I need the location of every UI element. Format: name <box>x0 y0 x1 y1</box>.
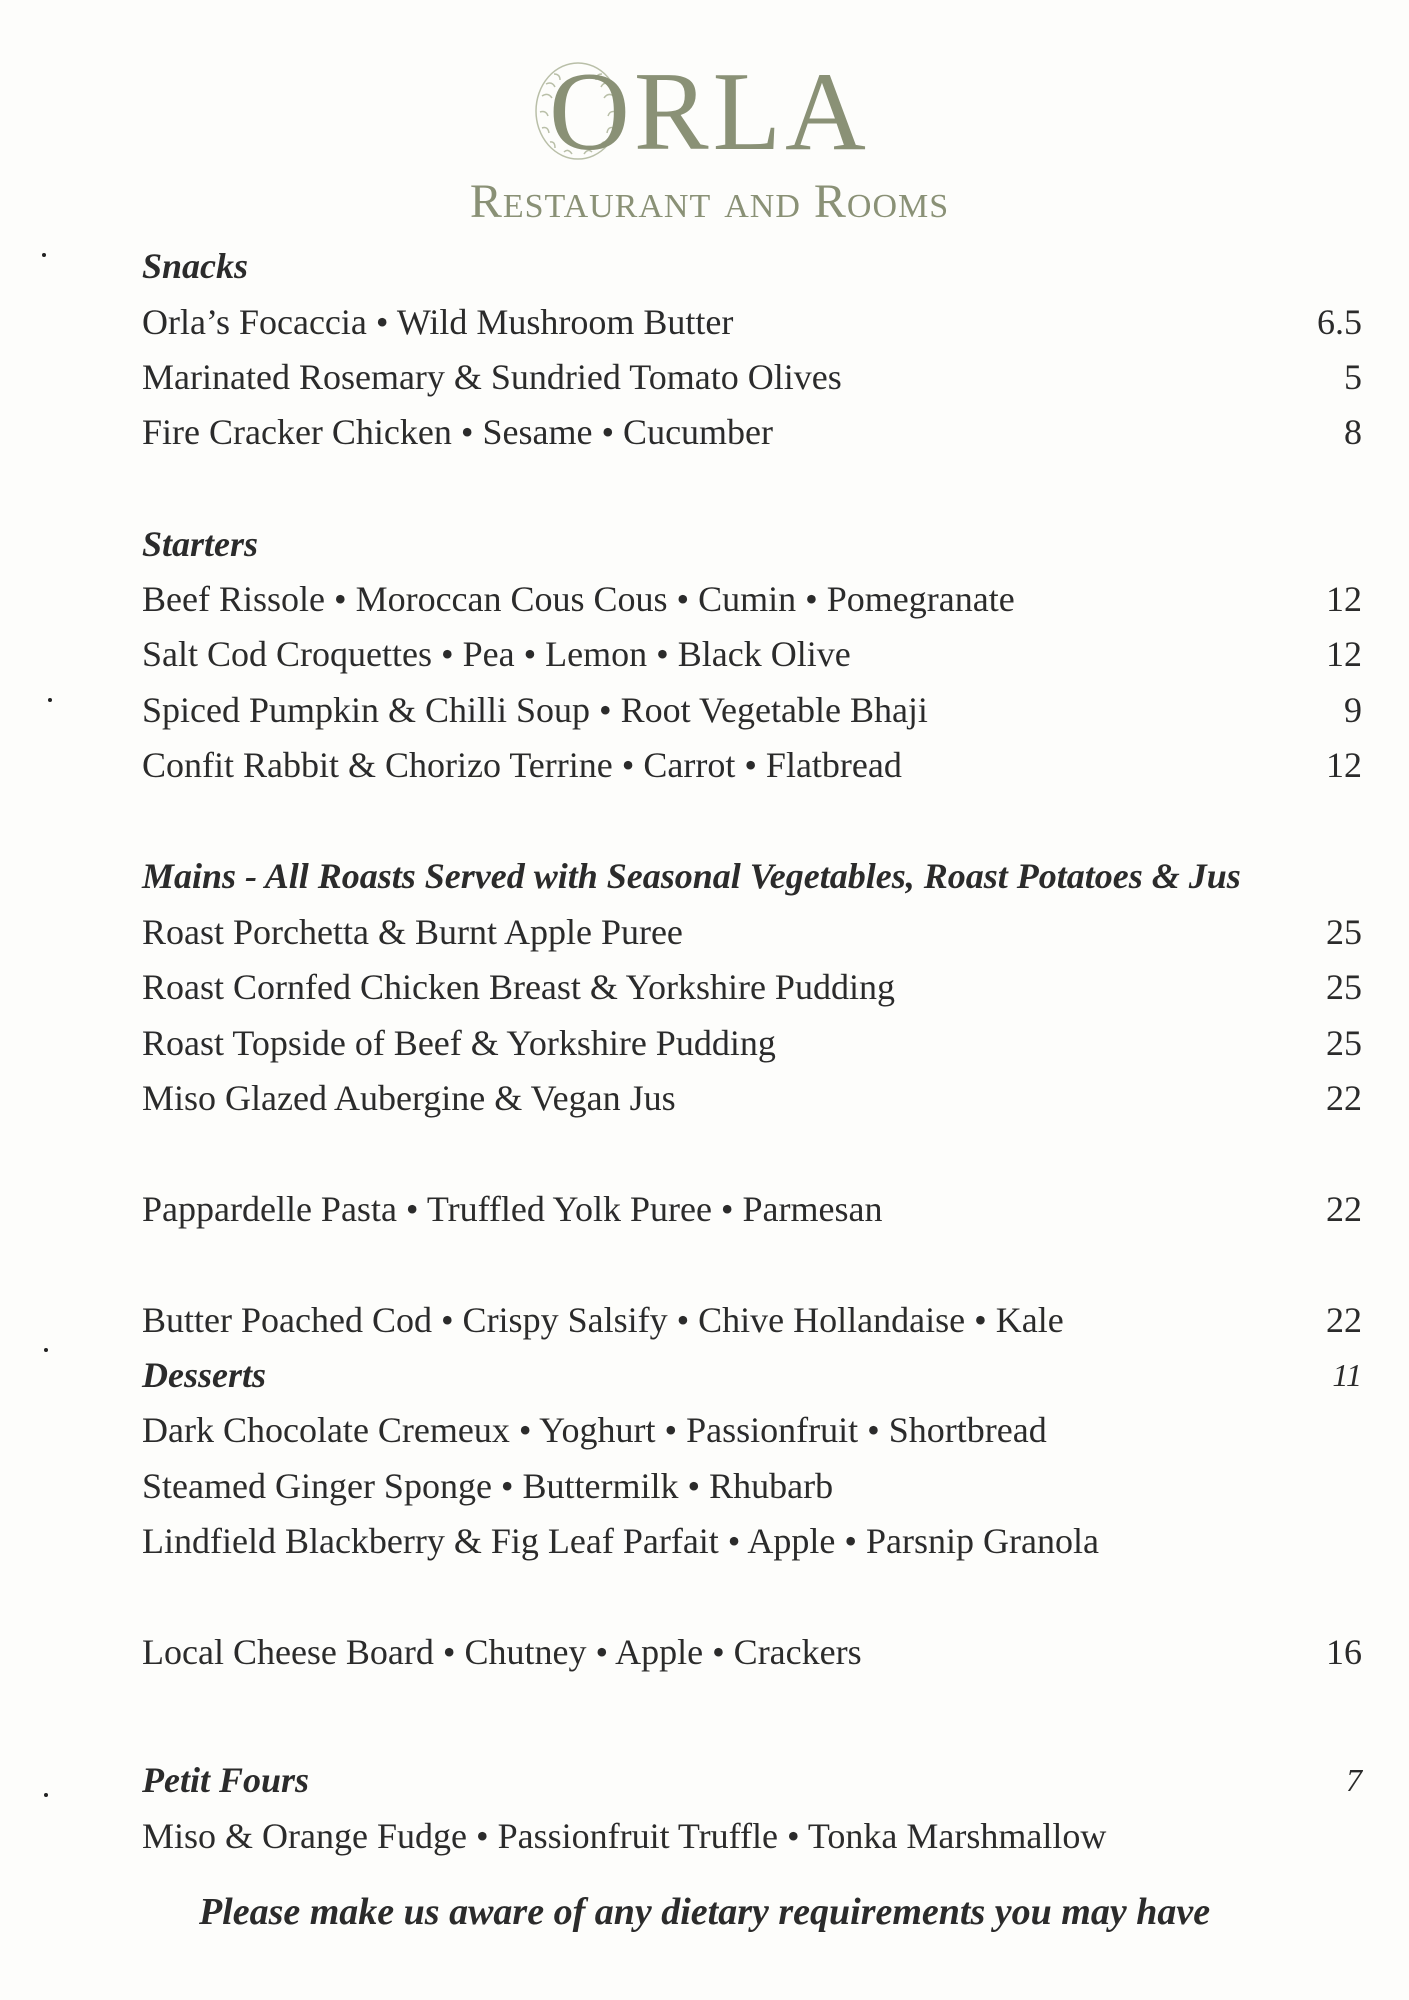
item-name: Salt Cod Croquettes • Pea • Lemon • Black Olive <box>142 634 851 674</box>
menu-item <box>142 686 1362 734</box>
menu-item <box>142 1406 1362 1454</box>
menu-item <box>142 630 1362 678</box>
item-name: Miso Glazed Aubergine & Vegan Jus <box>142 1078 676 1118</box>
menu-item <box>142 1628 1362 1676</box>
section-heading-desserts <box>142 1351 1362 1399</box>
item-price: 9 <box>1344 690 1362 730</box>
section-heading-mains <box>142 852 1362 900</box>
section-heading-petit-fours <box>142 1756 1362 1804</box>
stray-dot <box>42 253 46 257</box>
item-name: Roast Cornfed Chicken Breast & Yorkshire Pudding <box>142 967 895 1007</box>
section-heading-snacks <box>142 242 1362 290</box>
section-title: Mains - All Roasts Served with Seasonal Vegetables, Roast Potatoes & Jus <box>142 856 1241 896</box>
restaurant-name: ORLA <box>549 50 870 174</box>
item-name: Butter Poached Cod • Crispy Salsify • Chive Hollandaise • Kale <box>142 1300 1064 1340</box>
item-price: 12 <box>1326 745 1362 785</box>
item-name: Steamed Ginger Sponge • Buttermilk • Rhubarb <box>142 1466 834 1506</box>
item-name: Roast Topside of Beef & Yorkshire Pudding <box>142 1023 776 1063</box>
item-name: Roast Porchetta & Burnt Apple Puree <box>142 912 683 952</box>
item-name: Miso & Orange Fudge • Passionfruit Truffle • Tonka Marshmallow <box>142 1816 1107 1856</box>
menu-item <box>142 963 1362 1011</box>
item-price: 22 <box>1326 1078 1362 1118</box>
item-name: Marinated Rosemary & Sundried Tomato Olives <box>142 357 842 397</box>
item-name: Spiced Pumpkin & Chilli Soup • Root Vegetable Bhaji <box>142 690 928 730</box>
menu-item <box>142 1812 1362 1860</box>
section-heading-starters <box>142 520 1362 568</box>
section-title: Snacks <box>142 246 249 286</box>
dietary-note: Please make us aware of any dietary requirements you may have <box>198 1891 1211 1933</box>
menu-item <box>142 1296 1362 1344</box>
item-price: 16 <box>1326 1632 1362 1672</box>
menu-item <box>142 1185 1362 1233</box>
item-price: 22 <box>1326 1300 1362 1340</box>
item-price: 8 <box>1344 412 1362 452</box>
item-price: 25 <box>1326 1023 1362 1063</box>
menu-item <box>142 408 1362 456</box>
menu-item <box>142 908 1362 956</box>
item-name: Orla’s Focaccia • Wild Mushroom Butter <box>142 302 734 342</box>
header <box>0 0 1409 240</box>
menu-item <box>142 353 1362 401</box>
menu-item <box>142 298 1362 346</box>
item-name: Beef Rissole • Moroccan Cous Cous • Cumin • Pomegranate <box>142 579 1015 619</box>
item-price: 25 <box>1326 967 1362 1007</box>
section-title: Desserts <box>142 1355 266 1395</box>
item-name: Confit Rabbit & Chorizo Terrine • Carrot • Flatbread <box>142 745 902 785</box>
menu-item <box>142 1019 1362 1067</box>
section-price: 7 <box>1346 1762 1362 1798</box>
item-price: 6.5 <box>1317 302 1362 342</box>
item-price: 12 <box>1326 579 1362 619</box>
item-name: Pappardelle Pasta • Truffled Yolk Puree • Parmesan <box>142 1189 883 1229</box>
restaurant-subtitle: Restaurant and Rooms <box>469 175 950 228</box>
stray-dot <box>48 698 52 702</box>
item-price: 25 <box>1326 912 1362 952</box>
item-name: Local Cheese Board • Chutney • Apple • Crackers <box>142 1632 862 1672</box>
item-name: Dark Chocolate Cremeux • Yoghurt • Passionfruit • Shortbread <box>142 1410 1047 1450</box>
item-price: 5 <box>1344 357 1362 397</box>
item-price: 22 <box>1326 1189 1362 1229</box>
stray-dot <box>44 1793 48 1797</box>
item-name: Fire Cracker Chicken • Sesame • Cucumber <box>142 412 774 452</box>
item-name: Lindfield Blackberry & Fig Leaf Parfait • Apple • Parsnip Granola <box>142 1521 1099 1561</box>
menu-item <box>142 575 1362 623</box>
section-title: Starters <box>142 524 259 564</box>
stray-dot <box>44 1348 48 1352</box>
item-price: 12 <box>1326 634 1362 674</box>
section-price: 11 <box>1332 1357 1362 1393</box>
menu-item <box>142 1074 1362 1122</box>
section-title: Petit Fours <box>142 1760 310 1800</box>
menu-item <box>142 1517 1362 1565</box>
menu-item <box>142 1462 1362 1510</box>
menu-item <box>142 741 1362 789</box>
